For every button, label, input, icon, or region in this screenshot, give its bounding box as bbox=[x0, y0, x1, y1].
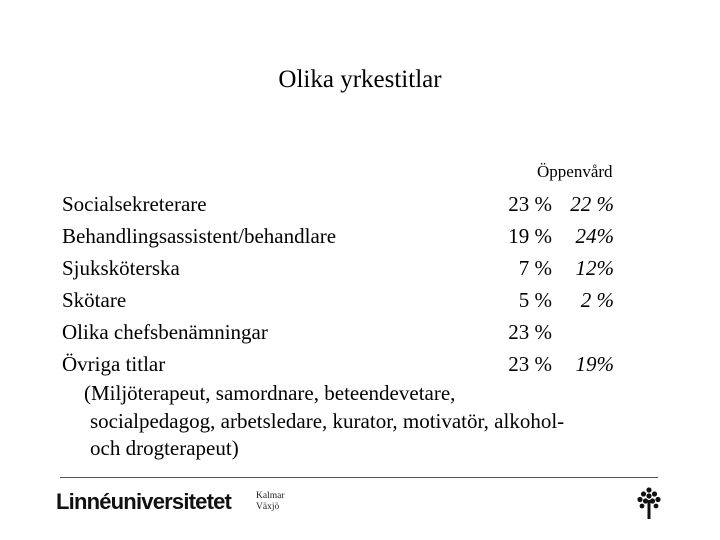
row-label: Övriga titlar bbox=[62, 352, 166, 376]
row-value-1: 23 % bbox=[508, 320, 552, 344]
table-row bbox=[62, 192, 662, 224]
row-value-1: 7 % bbox=[518, 256, 552, 280]
row-value-oppenvard: 22 % bbox=[570, 192, 614, 216]
note-line: och drogterapeut) bbox=[90, 436, 239, 460]
column-header-oppenvard: Öppenvård bbox=[537, 162, 613, 181]
row-label: Skötare bbox=[62, 288, 127, 312]
row-value-oppenvard: 24% bbox=[575, 224, 614, 248]
logo-place-names: Kalmar Växjö bbox=[256, 491, 285, 512]
table-row bbox=[62, 288, 662, 320]
row-value-oppenvard: 19% bbox=[575, 352, 614, 376]
row-value-1: 23 % bbox=[508, 192, 552, 216]
row-label: Socialsekreterare bbox=[62, 192, 207, 216]
row-value-oppenvard: 12% bbox=[575, 256, 614, 280]
row-label: Behandlingsassistent/behandlare bbox=[62, 224, 337, 248]
row-value-1: 19 % bbox=[508, 224, 552, 248]
table-row bbox=[62, 352, 662, 384]
table-row bbox=[62, 224, 662, 256]
logo-wordmark: Linnéuniversitetet bbox=[56, 489, 232, 514]
footer-divider bbox=[60, 477, 658, 478]
slide-title: Olika yrkestitlar bbox=[278, 66, 442, 93]
note-line: (Miljöterapeut, samordnare, beteendevetare, bbox=[84, 381, 456, 405]
row-label: Olika chefsbenämningar bbox=[62, 320, 268, 344]
row-label: Sjuksköterska bbox=[62, 256, 180, 280]
note-line: socialpedagog, arbetsledare, kurator, motivatör, alkohol- bbox=[90, 409, 565, 433]
row-value-1: 5 % bbox=[518, 288, 552, 312]
table-row bbox=[62, 320, 662, 352]
row-value-oppenvard: 2 % bbox=[580, 288, 614, 312]
table-row bbox=[62, 256, 662, 288]
row-value-1: 23 % bbox=[508, 352, 552, 376]
tree-icon bbox=[636, 486, 662, 520]
